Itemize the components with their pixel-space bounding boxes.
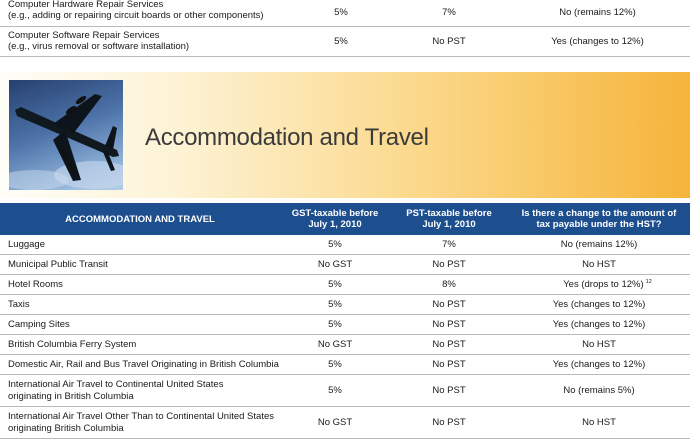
gst-cell: 5% xyxy=(289,0,393,26)
header-pst xyxy=(390,203,508,235)
item-cell: Hotel Rooms xyxy=(0,275,280,295)
change-cell: Yes (changes to 12%) xyxy=(505,26,690,56)
item-cell xyxy=(0,407,280,439)
pst-cell: No PST xyxy=(390,315,508,335)
table-row xyxy=(0,235,690,255)
accommodation-travel-table xyxy=(0,203,690,439)
gst-cell: 5% xyxy=(280,235,390,255)
change-cell xyxy=(508,275,690,295)
service-name: Computer Hardware Repair Services xyxy=(8,0,164,10)
item-line2: originating in British Columbia xyxy=(8,390,134,402)
gst-cell: No GST xyxy=(280,335,390,355)
change-cell: No (remains 12%) xyxy=(508,235,690,255)
table-row xyxy=(0,0,690,26)
airplane-photo xyxy=(9,80,123,190)
section-title: Accommodation and Travel xyxy=(145,124,429,151)
change-cell: No (remains 5%) xyxy=(508,375,690,407)
header-gst xyxy=(280,203,390,235)
change-text: Yes (drops to 12%) xyxy=(563,279,644,290)
change-cell: No (remains 12%) xyxy=(505,0,690,26)
item-cell: Camping Sites xyxy=(0,315,280,335)
table-row xyxy=(0,335,690,355)
header-pst-line1: PST-taxable before xyxy=(406,208,492,219)
table-row xyxy=(0,315,690,335)
airplane-icon xyxy=(9,80,123,190)
table-header-row xyxy=(0,203,690,235)
gst-cell: 5% xyxy=(280,355,390,375)
item-cell: Municipal Public Transit xyxy=(0,255,280,275)
pst-cell: No PST xyxy=(390,255,508,275)
pst-cell: No PST xyxy=(393,26,505,56)
item-line1: International Air Travel to Continental United States xyxy=(8,379,224,390)
change-cell: No HST xyxy=(508,335,690,355)
service-example: (e.g., virus removal or software installation) xyxy=(8,41,190,52)
table-row xyxy=(0,275,690,295)
change-cell: Yes (changes to 12%) xyxy=(508,315,690,335)
pst-cell: No PST xyxy=(390,295,508,315)
table-row xyxy=(0,295,690,315)
pst-cell: 8% xyxy=(390,275,508,295)
table-row xyxy=(0,375,690,407)
change-cell: Yes (changes to 12%) xyxy=(508,295,690,315)
change-cell: No HST xyxy=(508,407,690,439)
header-hst-line2: tax payable under the HST? xyxy=(536,219,662,230)
gst-cell: 5% xyxy=(280,295,390,315)
service-cell xyxy=(0,26,289,56)
pst-cell: No PST xyxy=(390,407,508,439)
pst-cell: 7% xyxy=(390,235,508,255)
change-cell: Yes (changes to 12%) xyxy=(508,355,690,375)
item-cell: British Columbia Ferry System xyxy=(0,335,280,355)
header-pst-line2: July 1, 2010 xyxy=(422,219,476,230)
table-row xyxy=(0,26,690,56)
item-cell: Luggage xyxy=(0,235,280,255)
gst-cell: 5% xyxy=(280,375,390,407)
gst-cell: No GST xyxy=(280,255,390,275)
pst-cell: No PST xyxy=(390,355,508,375)
table-row xyxy=(0,407,690,439)
pst-cell: No PST xyxy=(390,375,508,407)
header-accommodation-travel: ACCOMMODATION AND TRAVEL xyxy=(0,203,280,235)
pst-cell: No PST xyxy=(390,335,508,355)
service-cell xyxy=(0,0,289,26)
gst-cell: 5% xyxy=(280,315,390,335)
item-line1: International Air Travel Other Than to Continental United States xyxy=(8,411,274,422)
footnote-ref: 12 xyxy=(645,279,652,285)
item-cell xyxy=(0,375,280,407)
header-gst-line1: GST-taxable before xyxy=(291,208,379,219)
pst-cell: 7% xyxy=(393,0,505,26)
service-example: (e.g., adding or repairing circuit boards or other components) xyxy=(8,10,264,21)
change-cell: No HST xyxy=(508,255,690,275)
service-name: Computer Software Repair Services xyxy=(8,29,160,41)
item-cell: Taxis xyxy=(0,295,280,315)
header-hst-change xyxy=(508,203,690,235)
table-row xyxy=(0,355,690,375)
computer-services-table xyxy=(0,0,690,57)
header-hst-line1: Is there a change to the amount of xyxy=(521,208,677,219)
item-cell: Domestic Air, Rail and Bus Travel Originating in British Columbia xyxy=(0,355,280,375)
section-banner xyxy=(0,72,690,198)
table-row xyxy=(0,255,690,275)
gst-cell: 5% xyxy=(280,275,390,295)
header-gst-line2: July 1, 2010 xyxy=(308,219,362,230)
item-line2: originating British Columbia xyxy=(8,422,124,434)
gst-cell: 5% xyxy=(289,26,393,56)
gst-cell: No GST xyxy=(280,407,390,439)
